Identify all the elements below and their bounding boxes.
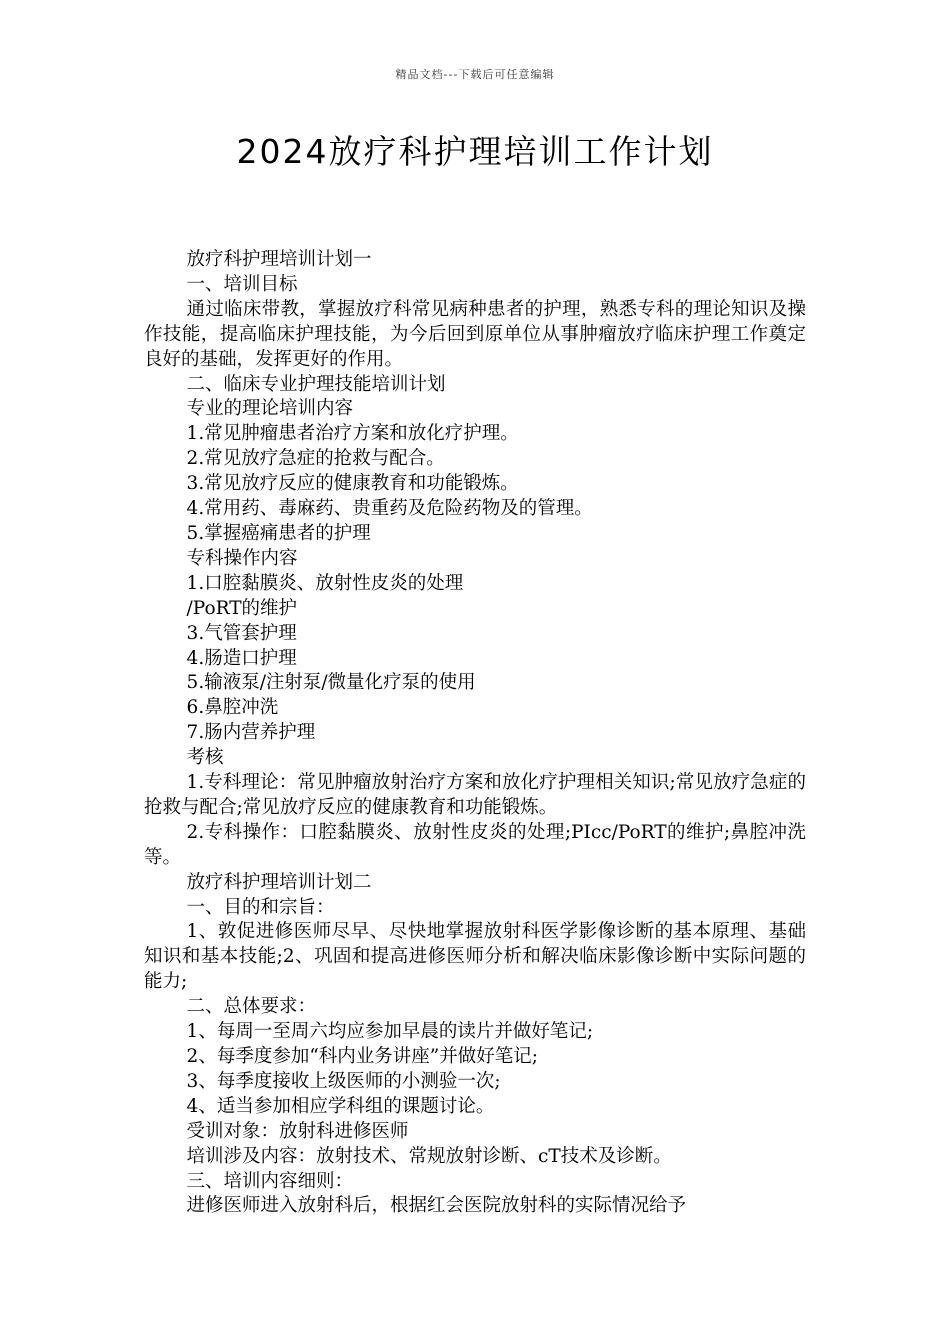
paragraph: 1.口腔黏膜炎、放射性皮炎的处理 xyxy=(186,572,464,594)
document-title: 2024放疗科护理培训工作计划 xyxy=(236,132,714,171)
paragraph: 通过临床带教，掌握放疗科常见病种患者的护理，熟悉专科的理论知识及操作技能，提高临床护理技能，为今后回到原单位从事肿瘤放疗临床护理工作奠定良好的基础，发挥更好的作用。 xyxy=(144,298,806,370)
paragraph: 3.气管套护理 xyxy=(186,622,297,644)
paragraph: 3.常见放疗反应的健康教育和功能锻炼。 xyxy=(186,473,519,495)
paragraph: 1、敦促进修医师尽早、尽快地掌握放射科医学影像诊断的基本原理、基础知识和基本技能;2、巩固和提高进修医师分析和解决临床影像诊断中实际问题的能力; xyxy=(144,921,806,993)
paragraph: 3、每季度接收上级医师的小测验一次; xyxy=(186,1070,501,1092)
paragraph: 一、目的和宗旨： xyxy=(186,896,335,918)
paragraph: 2.专科操作：口腔黏膜炎、放射性皮炎的处理;PIcc/PoRT的维护;鼻腔冲洗等。 xyxy=(144,821,806,868)
paragraph: 放疗科护理培训计划一 xyxy=(186,249,372,270)
paragraph: 7.肠内营养护理 xyxy=(186,722,316,744)
paragraph: 二、总体要求： xyxy=(186,996,317,1018)
paragraph: 5.输液泵/注射泵/微量化疗泵的使用 xyxy=(186,672,476,694)
paragraph: 二、临床专业护理技能培训计划 xyxy=(186,373,446,395)
paragraph: 考核 xyxy=(186,747,224,769)
paragraph: 1.专科理论：常见肿瘤放射治疗方案和放化疗护理相关知识;常见放疗急症的抢救与配合;常见放疗反应的健康教育和功能锻炼。 xyxy=(144,772,806,818)
document-body xyxy=(144,248,806,1219)
paragraph: 6.鼻腔冲洗 xyxy=(186,697,279,719)
paragraph: 2.常见放疗急症的抢救与配合。 xyxy=(186,448,445,470)
paragraph: 一、培训目标 xyxy=(186,273,298,295)
paragraph: /PoRT的维护 xyxy=(186,597,298,619)
paragraph: 三、培训内容细则： xyxy=(186,1170,354,1192)
paragraph: 专业的理论培训内容 xyxy=(186,398,354,420)
paragraph: 1.常见肿瘤患者治疗方案和放化疗护理。 xyxy=(186,423,519,445)
page-header-note: 精品文档---下载后可任意编辑 xyxy=(395,68,555,81)
paragraph: 4.肠造口护理 xyxy=(186,647,297,669)
paragraph: 2、每季度参加“科内业务讲座”并做好笔记; xyxy=(186,1046,538,1067)
paragraph: 进修医师进入放射科后，根据红会医院放射科的实际情况给予 xyxy=(186,1195,687,1217)
paragraph: 5.掌握癌痛患者的护理 xyxy=(186,522,371,544)
paragraph: 4、适当参加相应学科组的课题讨论。 xyxy=(186,1095,495,1117)
paragraph: 4.常用药、毒麻药、贵重药及危险药物及的管理。 xyxy=(186,498,593,520)
paragraph: 放疗科护理培训计划二 xyxy=(186,871,372,893)
paragraph: 专科操作内容 xyxy=(186,547,298,569)
paragraph: 培训涉及内容：放射技术、常规放射诊断、cT技术及诊断。 xyxy=(186,1145,672,1167)
paragraph: 1、每周一至周六均应参加早晨的读片并做好笔记; xyxy=(186,1021,594,1043)
paragraph: 受训对象：放射科进修医师 xyxy=(186,1120,409,1142)
